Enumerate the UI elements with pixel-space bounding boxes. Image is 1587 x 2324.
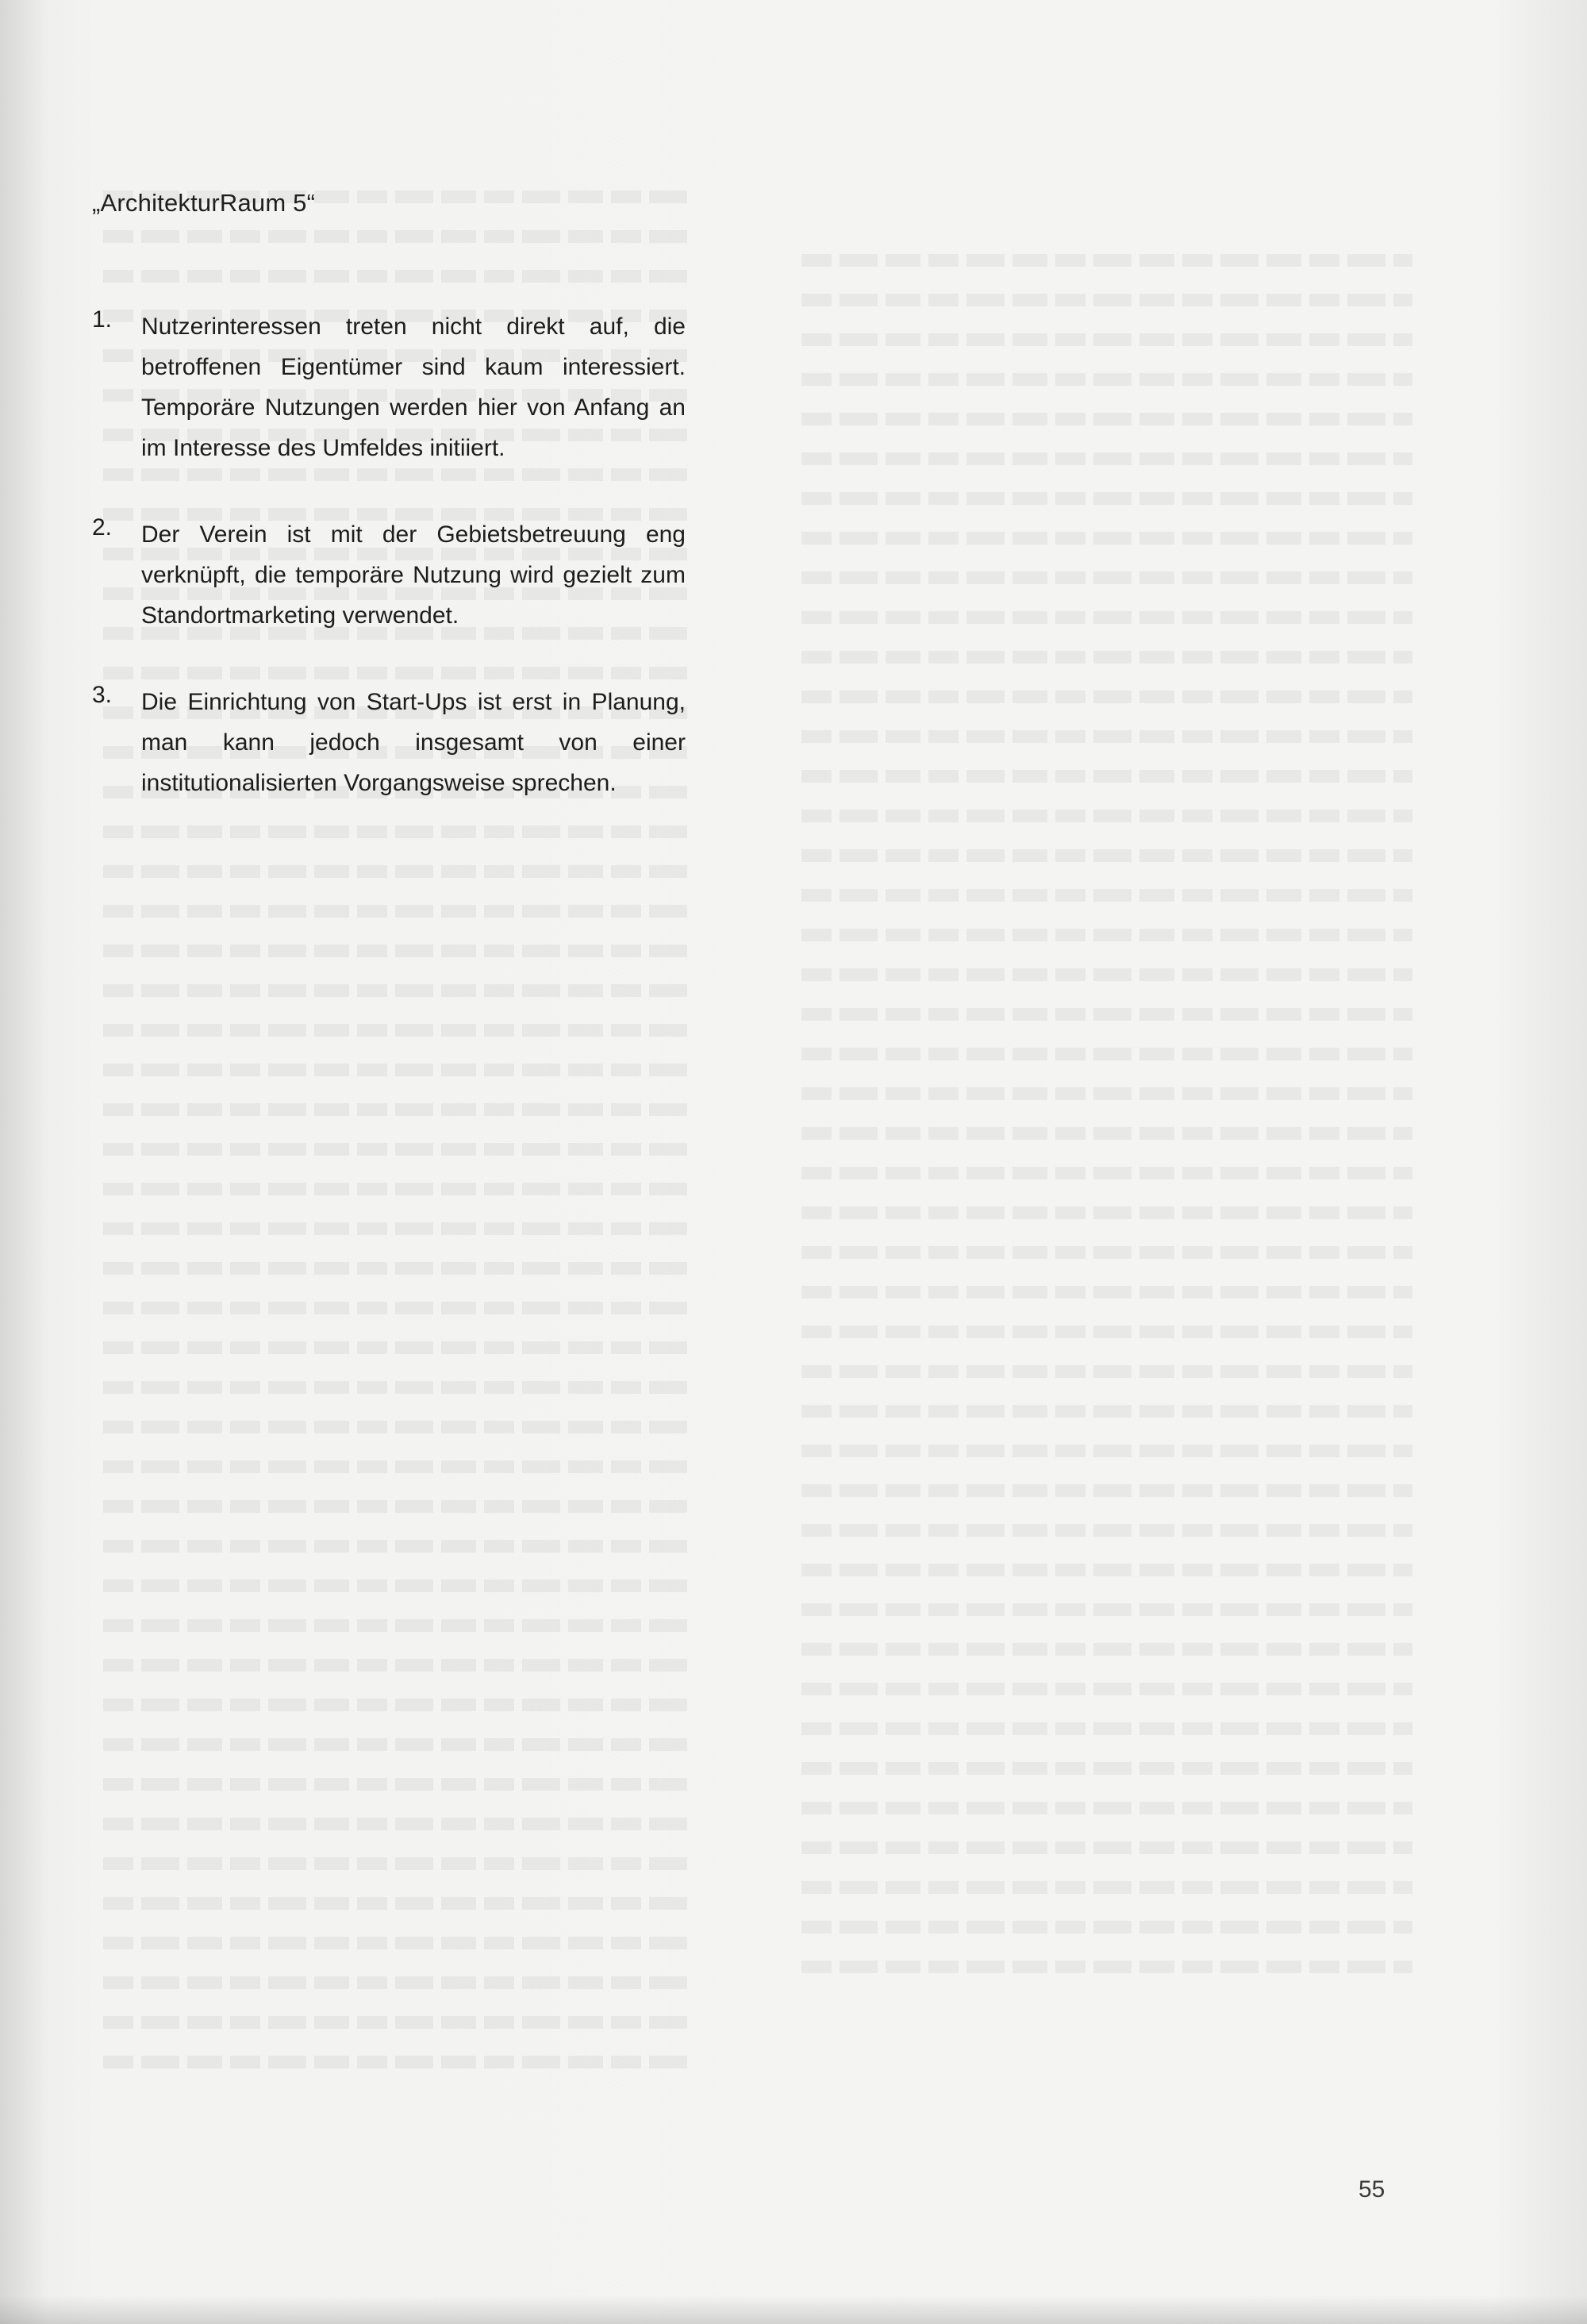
- show-through-text-right: [801, 254, 1412, 2000]
- numbered-list: [92, 306, 686, 849]
- list-item: [92, 306, 686, 468]
- page-number: 55: [1358, 2176, 1385, 2203]
- list-item: [92, 682, 686, 803]
- section-title: „ArchitekturRaum 5“: [92, 189, 316, 217]
- binding-shadow: [0, 0, 48, 2324]
- list-item-number: 2.: [92, 514, 113, 541]
- list-item-text: Die Einrichtung von Start-Ups ist erst in Planung, man kann jedoch insgesamt von einer institutionalisierten Vorgangsweise sprechen.: [141, 689, 686, 796]
- list-item: [92, 514, 686, 636]
- list-item-text: Der Verein ist mit der Gebietsbetreuung eng verknüpft, die temporäre Nutzung wird gezielt zum Standortmarketing verwendet.: [141, 521, 686, 629]
- list-item-number: 1.: [92, 306, 113, 333]
- list-item-number: 3.: [92, 682, 113, 708]
- list-item-text: Nutzerinteressen treten nicht direkt auf, die betroffenen Eigentümer sind kaum interessiert. Temporäre Nutzungen werden hier von Anfang an im Interesse des Umfeldes initiiert.: [141, 314, 686, 461]
- bottom-edge-shadow: [0, 2295, 1587, 2324]
